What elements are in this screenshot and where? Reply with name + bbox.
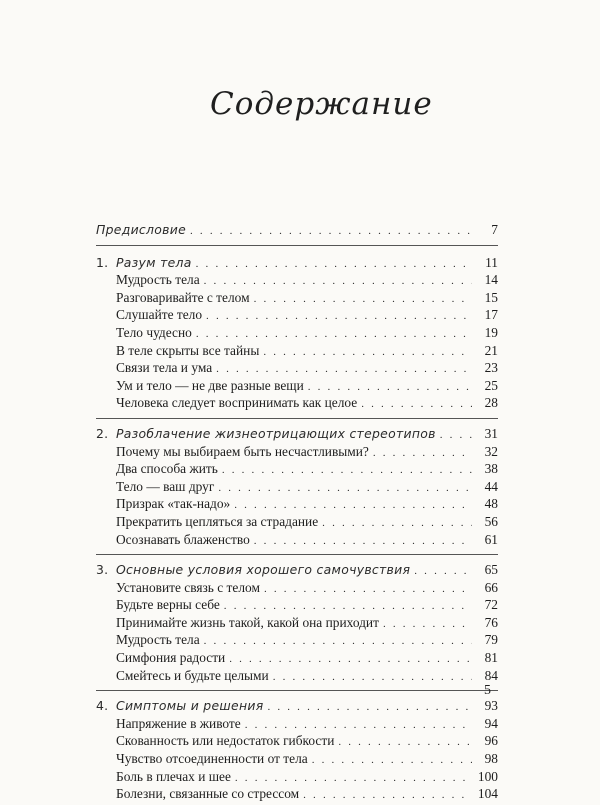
toc-entry-label: Напряжение в животе (116, 715, 241, 731)
toc-page-number: 94 (484, 715, 498, 731)
toc-entry[interactable] (96, 513, 498, 531)
toc-page-number: 61 (484, 531, 498, 547)
toc-entry[interactable] (96, 271, 498, 289)
toc-entry-label: Тело чудесно (116, 324, 192, 340)
toc-page-number: 44 (484, 478, 498, 494)
dot-leader (312, 752, 472, 770)
toc-entry-label: Два способа жить (116, 461, 218, 477)
toc-entry[interactable] (96, 631, 498, 649)
toc-chapter-2[interactable] (96, 425, 498, 443)
toc-entry[interactable] (96, 579, 498, 597)
toc-page-number: 93 (484, 698, 498, 714)
chapter-title: Разум тела (116, 254, 192, 270)
toc-page-number: 19 (484, 324, 498, 340)
toc-entry-preface[interactable] (96, 221, 498, 239)
toc-chapter-4[interactable] (96, 697, 498, 715)
toc-page-number: 79 (484, 632, 498, 648)
toc-entry-label: Мудрость тела (116, 632, 200, 648)
toc-page-number: 25 (484, 377, 498, 393)
dot-leader (196, 256, 472, 274)
divider (96, 690, 498, 691)
toc-page-number: 84 (484, 667, 498, 683)
page-title: Содержание (210, 86, 433, 122)
dot-leader (361, 396, 472, 414)
toc-page-number: 98 (484, 751, 498, 767)
toc-page-number: 66 (484, 579, 498, 595)
toc-page-number: 14 (484, 272, 498, 288)
toc-entry[interactable] (96, 289, 498, 307)
dot-leader (206, 308, 472, 326)
dot-leader (263, 344, 472, 362)
toc-chapter-3[interactable] (96, 561, 498, 579)
toc-entry-label: Почему мы выбираем быть несчастливыми? (116, 443, 369, 459)
chapter-title: Разоблачение жизнеотрицающих стереотипов (116, 425, 436, 441)
dot-leader (264, 581, 472, 599)
toc-entry-label: Чувство отсоединенности от тела (116, 751, 308, 767)
toc-page-number: 65 (484, 562, 498, 578)
dot-leader (303, 787, 472, 805)
toc-entry-label: Ум и тело — не две разные вещи (116, 377, 304, 393)
toc-entry[interactable] (96, 750, 498, 768)
toc-page-number: 32 (484, 443, 498, 459)
toc-page-number: 72 (484, 597, 498, 613)
toc-entry[interactable] (96, 342, 498, 360)
dot-leader (373, 445, 472, 463)
chapter-number: 3. (96, 562, 109, 578)
toc-entry[interactable] (96, 785, 498, 803)
divider (96, 554, 498, 555)
dot-leader (218, 480, 472, 498)
toc-entry-label: Боль в плечах и шее (116, 768, 231, 784)
toc-page-number: 76 (484, 614, 498, 630)
toc-entry-label: Осознавать блаженство (116, 531, 250, 547)
toc-entry-label: Принимайте жизнь такой, какой она приходит (116, 614, 379, 630)
toc-chapter-1[interactable] (96, 254, 498, 272)
toc-entry-label: Призрак «так-надо» (116, 496, 231, 512)
toc-page-number: 100 (477, 768, 498, 784)
toc-entry[interactable] (96, 495, 498, 513)
toc-entry[interactable] (96, 324, 498, 342)
toc-entry[interactable] (96, 596, 498, 614)
toc-entry-label: Слушайте тело (116, 307, 203, 323)
toc-entry[interactable] (96, 715, 498, 733)
toc-entry-label: В теле скрыты все тайны (116, 342, 260, 358)
toc-entry-label: Смейтесь и будьте целыми (116, 667, 269, 683)
chapter-number: 4. (96, 698, 109, 714)
toc-entry[interactable] (96, 460, 498, 478)
toc-page-number: 11 (485, 254, 498, 270)
toc-entry-label: Скованность или недостаток гибкости (116, 733, 335, 749)
toc-entry[interactable] (96, 768, 498, 786)
dot-leader (267, 699, 472, 717)
dot-leader (254, 533, 472, 551)
toc-page-number: 21 (484, 342, 498, 358)
toc-page-number: 31 (484, 425, 498, 441)
dot-leader (338, 734, 472, 752)
dot-leader (222, 462, 472, 480)
chapter-number: 2. (96, 425, 109, 441)
toc-page-number: 7 (491, 222, 498, 237)
toc-entry-label: Мудрость тела (116, 272, 200, 288)
toc-entry-label: Установите связь с телом (116, 579, 260, 595)
toc-entry[interactable] (96, 667, 498, 685)
dot-leader (414, 563, 472, 581)
toc-page-number: 28 (484, 395, 498, 411)
toc-page-number: 38 (484, 461, 498, 477)
dot-leader (190, 223, 472, 241)
divider (96, 418, 498, 419)
toc-entry[interactable] (96, 394, 498, 412)
table-of-contents (96, 221, 498, 803)
page-number: 5 (484, 683, 491, 698)
chapter-title: Симптомы и решения (116, 698, 264, 714)
toc-page-number: 23 (484, 360, 498, 376)
toc-entry-label: Прекратить цепляться за страдание (116, 513, 319, 529)
toc-entry-label: Человека следует воспринимать как целое (116, 395, 358, 411)
toc-entry-label: Предисловие (96, 222, 187, 237)
toc-entry[interactable] (96, 614, 498, 632)
toc-entry[interactable] (96, 359, 498, 377)
divider (96, 245, 498, 246)
dot-leader (440, 427, 472, 445)
toc-entry[interactable] (96, 478, 498, 496)
toc-entry-label: Будьте верны себе (116, 597, 220, 613)
toc-entry[interactable] (96, 531, 498, 549)
toc-entry-label: Болезни, связанные со стрессом (116, 786, 300, 802)
dot-leader (204, 633, 472, 651)
chapter-title: Основные условия хорошего самочувствия (116, 562, 411, 578)
dot-leader (383, 616, 472, 634)
dot-leader (254, 291, 472, 309)
toc-page-number: 56 (484, 513, 498, 529)
toc-entry[interactable] (96, 377, 498, 395)
toc-entry-label: Связи тела и ума (116, 360, 213, 376)
dot-leader (322, 515, 472, 533)
toc-page-number: 81 (484, 650, 498, 666)
toc-entry-label: Тело — ваш друг (116, 478, 215, 494)
toc-entry[interactable] (96, 306, 498, 324)
toc-page-number: 17 (484, 307, 498, 323)
toc-entry-label: Разговаривайте с телом (116, 289, 250, 305)
toc-entry[interactable] (96, 443, 498, 461)
toc-entry[interactable] (96, 732, 498, 750)
toc-page-number: 104 (477, 786, 498, 802)
chapter-number: 1. (96, 254, 109, 270)
toc-page-number: 15 (484, 289, 498, 305)
toc-page-number: 96 (484, 733, 498, 749)
toc-entry[interactable] (96, 649, 498, 667)
dot-leader (273, 669, 472, 687)
toc-page-number: 48 (484, 496, 498, 512)
toc-entry-label: Симфония радости (116, 650, 226, 666)
